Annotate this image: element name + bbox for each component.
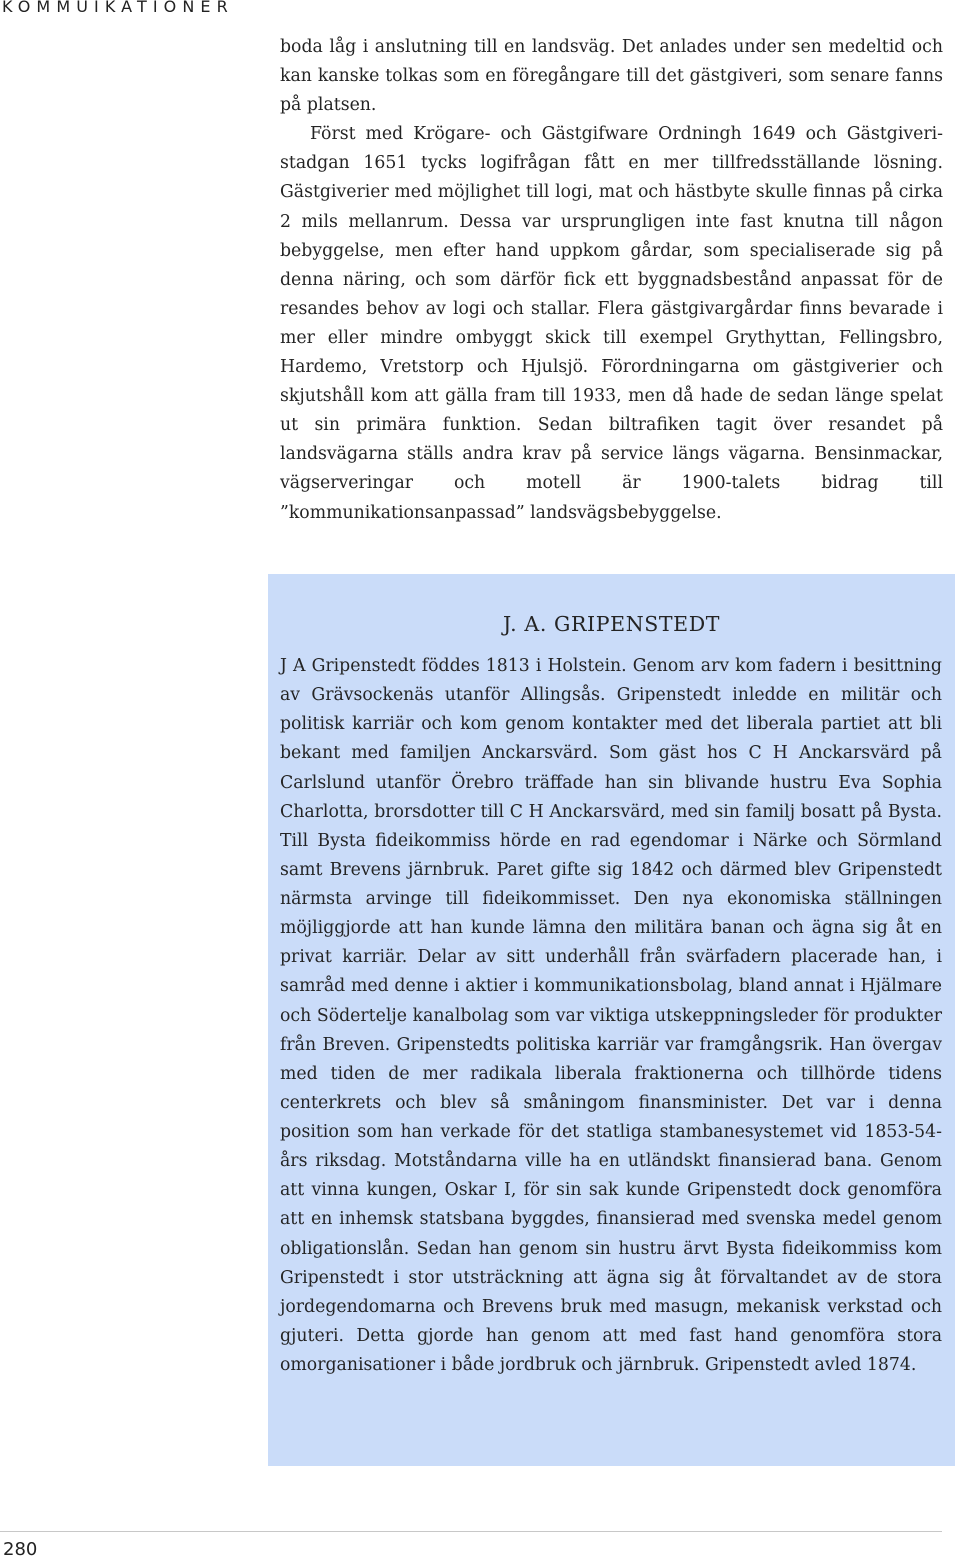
running-head: KOMMUIKATIONER [2, 0, 234, 16]
body-paragraph: boda låg i anslutning till en landsväg. Det anlades under sen medeltid och kan kanske tolkas som en föregångare till det gästgiveri, som senare fanns på platsen. [280, 37, 943, 116]
footer-rule [0, 1531, 942, 1532]
fact-box-title: J. A. GRIPENSTEDT [502, 612, 721, 636]
fact-box-text: J A Gripenstedt föddes 1813 i Holstein. Genom arv kom fadern i besittning av Grävsockenäs utanför Allingsås. Gripenstedt inledde en militär och politisk karriär och kom genom kontakter med det liberala partiet att bli bekant med familjen Anckarsvärd. Som gäst hos C H Anckarsvärd på Carlslund utanför Örebro träffade han sin blivande hustru Eva Sophia Charlotta, brorsdotter till C H Anckarsvärd, med sin familj bosatt på Bysta. Till Bysta fideikommiss hörde en rad egendomar i Närke och Sörmland samt Brevens järnbruk. Paret gifte sig 1842 och därmed blev Gripenstedt närmsta arvinge till fideikommisset. Den nya ekonomiska ställningen möjliggjorde att han kunde lämna den militära banan och ägna sig åt en privat karriär. Delar av sitt underhåll från svärfadern placerade han, i samråd med denne i aktier i kommunikationsbolag, bland annat i Hjälmare och Södertelje kanalbolag som var viktiga utskeppningsleder för produkter från Breven. Gripenstedts politiska karriär var framgångsrik. Han övergav med tiden de mer radikala liberala fraktionerna och tillhörde tidens centerkrets och blev så småningom finansminister. Det var i denna position som han verkade för det statliga stambanesystemet vid 1853-54-års riksdag. Motståndarna ville ha en utländskt finansierad bana. Genom att vinna kungen, Oskar I, för sin sak kunde Gripenstedt dock genomföra att en inhemsk statsbana byggdes, finansierad med svenska medel genom obligationslån. Sedan han genom sin hustru ärvt Bysta fideikommiss kom Gripenstedt i stor utsträckning att ägna sig åt förvaltandet av de stora jordegendomarna och Brevens bruk med masugn, mekanisk verkstad och gjuteri. Detta gjorde han genom att med fast hand genomföra stora omorganisationer i både jordbruk och järnbruk. Gripenstedt avled 1874. [280, 656, 942, 1375]
fact-box [268, 574, 955, 1466]
body-text [280, 33, 943, 528]
page-number: 280 [3, 1539, 38, 1560]
body-paragraph: Först med Krögare- och Gästgifware Ordningh 1649 och Gästgiveristadgan 1651 tycks logifrågan fått en mer tillfredsställande lösning. Gästgiverier med möjlighet till logi, mat och hästbyte skulle finnas på cirka 2 mils mellanrum. Dessa var ursprungligen inte fast knutna till någon bebyggelse, men efter hand uppkom gårdar, som specialiserade sig på denna näring, och som därför fick ett byggnadsbestånd anpassat för de resandes behov av logi och stallar. Flera gästgivargårdar finns bevarade i mer eller mindre ombyggt skick till exempel Grythyttan, Fellingsbro, Hardemo, Vretstorp och Hjulsjö. Förordningarna om gästgiverier och skjutshåll kom att gälla fram till 1933, men då hade de sedan länge spelat ut sin primära funktion. Sedan biltrafiken tagit över resandet på landsvägarna ställs andra krav på service längs vägarna. Bensinmackar, vägserveringar och motell är 1900-talets bidrag till ”kommunikationsanpassad” landsvägsbebyggelse. [280, 124, 943, 523]
